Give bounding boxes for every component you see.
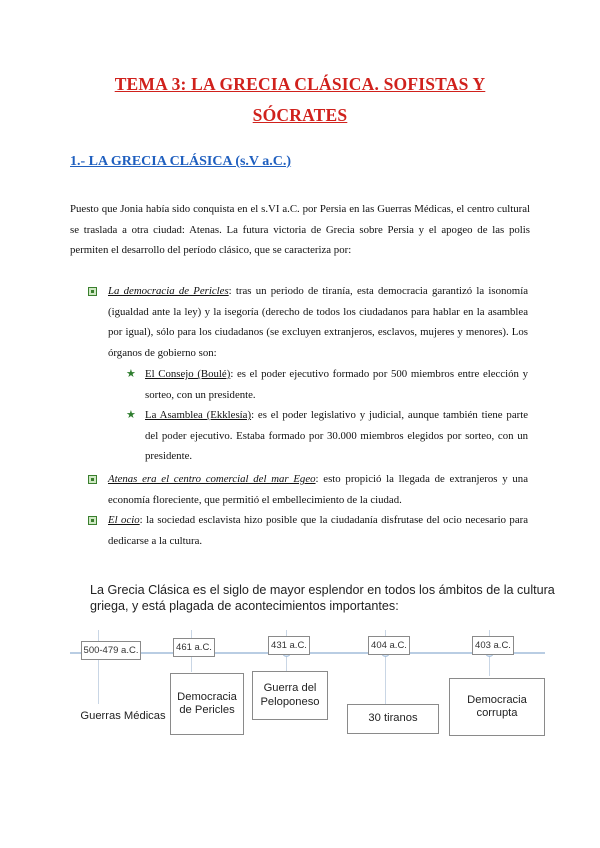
timeline-connector xyxy=(98,656,99,704)
checkbox-bullet-icon xyxy=(88,475,97,484)
bullet-text: : esto propició la llegada de extranjeros y una economía floreciente, que permitió el embellecimiento de la ciudad. xyxy=(108,473,528,506)
subbullet-term: El Consejo (Boulé) xyxy=(145,368,231,380)
subbullet-term: La Asamblea (Ekklesía) xyxy=(145,409,252,421)
page-title-continued: SÓCRATES xyxy=(252,105,348,125)
timeline-connector xyxy=(385,656,386,704)
timeline-date: 404 a.C. xyxy=(368,636,410,655)
timeline-date: 500-479 a.C. xyxy=(81,641,141,660)
timeline-event: Democracia corrupta xyxy=(449,678,545,736)
star-bullet-icon: ★ xyxy=(126,409,136,421)
timeline-event: 30 tiranos xyxy=(347,704,439,734)
timeline-connector xyxy=(286,656,287,672)
subbullet-item xyxy=(145,405,528,467)
subbullet-text: : es el poder legislativo y judicial, aunque también tiene parte del poder ejecutivo. Estaba formado por 30.000 miembros elegidos por sorteo, con un presidente. xyxy=(145,409,528,462)
star-bullet-icon: ★ xyxy=(126,368,136,380)
timeline-date: 403 a.C. xyxy=(472,636,514,655)
checkbox-bullet-icon xyxy=(88,287,97,296)
page-title: TEMA 3: LA GRECIA CLÁSICA. SOFISTAS Y xyxy=(114,74,486,94)
timeline-connector xyxy=(489,656,490,676)
intro-paragraph: Puesto que Jonia había sido conquista en el s.VI a.C. por Persia en las Guerras Médicas, el centro cultural se traslada a otra ciudad: Atenas. La futura victoria de Grecia sobre Persia y el apogeo de las polis permiten el desarrollo del período clásico, que se caracteriza por: xyxy=(70,203,530,256)
bullet-text: : tras un periodo de tiranía, esta democracia garantizó la isonomía (igualdad ante la ley) y la isegoría (derecho de todos los ciudadanos para hablar en la asamblea por igual), sólo para los ciudadanos (se excluyen extranjeros, esclavos, mujeres y menores). Los órganos de gobierno son: xyxy=(108,285,528,359)
bullet-term: El ocio xyxy=(108,514,140,526)
bullet-item xyxy=(108,281,528,363)
timeline-event: Democracia de Pericles xyxy=(170,673,244,735)
subbullet-text: : es el poder ejecutivo formado por 500 miembros entre elección y sorteo, con un presidente. xyxy=(145,368,528,401)
timeline-event: Guerras Médicas xyxy=(80,710,166,723)
subbullet-item xyxy=(145,364,528,405)
bullet-term: La democracia de Pericles xyxy=(108,285,229,297)
timeline-connector xyxy=(191,656,192,672)
timeline-event: Guerra del Peloponeso xyxy=(252,671,328,720)
bullet-item xyxy=(108,469,528,510)
checkbox-bullet-icon xyxy=(88,516,97,525)
timeline-date: 431 a.C. xyxy=(268,636,310,655)
bullet-term: Atenas era el centro comercial del mar Egeo xyxy=(108,473,316,485)
section-heading: 1.- LA GRECIA CLÁSICA (s.V a.C.) xyxy=(70,154,292,169)
bullet-text: : la sociedad esclavista hizo posible que la ciudadanía disfrutase del ocio necesario para dedicarse a la cultura. xyxy=(108,514,529,547)
timeline-caption: La Grecia Clásica es el siglo de mayor esplendor en todos los ámbitos de la cultura griega, y está plagada de acontecimientos importantes: xyxy=(90,583,555,613)
bullet-item xyxy=(108,510,528,551)
timeline-date: 461 a.C. xyxy=(173,638,215,657)
